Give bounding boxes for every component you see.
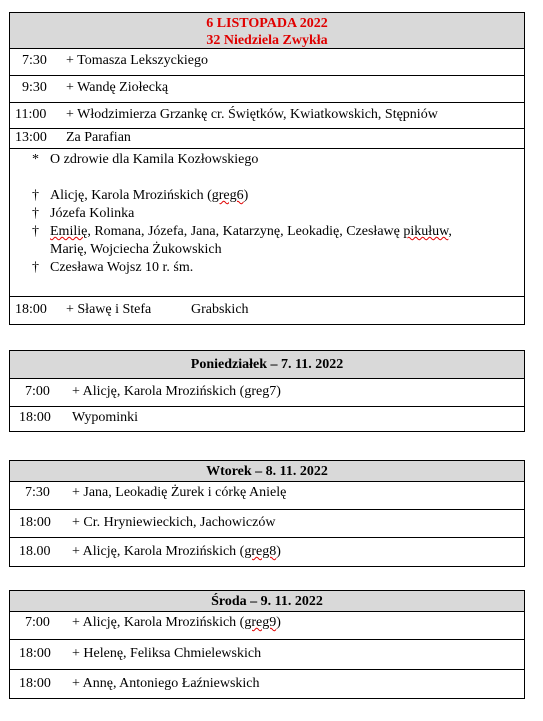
mass-time: 18:00 xyxy=(15,302,47,317)
sunday-header xyxy=(10,13,524,49)
mass-time: 7:00 xyxy=(25,384,50,399)
dagger-icon: † xyxy=(32,260,39,275)
table-row xyxy=(10,482,524,510)
dagger-icon: † xyxy=(32,206,39,221)
sunday-date-title: 6 LISTOPADA 2022 xyxy=(206,16,328,31)
table-row xyxy=(10,640,524,670)
mass-time: 13:00 xyxy=(15,130,47,145)
mass-intention: + Sławę i Stefa xyxy=(66,302,152,317)
mass-intention: + Alicję, Karola Mrozińskich (greg8) xyxy=(72,544,281,559)
table-row xyxy=(10,297,524,324)
mass-time: 18.00 xyxy=(19,544,51,559)
intention-text: Alicję, Karola Mrozińskich (greg6) xyxy=(50,188,249,203)
table-row xyxy=(10,103,524,129)
sunday-schedule xyxy=(9,12,525,325)
tuesday-schedule xyxy=(9,460,525,567)
table-row xyxy=(10,510,524,538)
mass-intention: Wypominki xyxy=(72,410,139,425)
mass-time: 7:30 xyxy=(22,53,47,68)
mass-time: 11:00 xyxy=(15,107,47,122)
wednesday-schedule xyxy=(9,590,525,699)
mass-time: 18:00 xyxy=(19,646,51,661)
mass-time: 18:00 xyxy=(19,676,51,691)
mass-time: 9:30 xyxy=(22,80,47,95)
list-item xyxy=(10,260,524,278)
dagger-icon: † xyxy=(32,224,39,239)
list-item-continuation xyxy=(10,242,524,260)
table-row xyxy=(10,670,524,699)
intention-text: Czesława Wojsz 10 r. śm. xyxy=(50,260,194,275)
table-row xyxy=(10,76,524,103)
mass-intention: + Wandę Ziołecką xyxy=(66,80,169,95)
table-row xyxy=(10,129,524,149)
mass-intention: + Cr. Hryniewieckich, Jachowiczów xyxy=(72,515,276,530)
table-row xyxy=(10,49,524,76)
intention-text: Józefa Kolinka xyxy=(50,206,135,221)
asterisk-icon: * xyxy=(32,152,39,167)
intention-text: Emilię, Romana, Józefa, Jana, Katarzynę, Leokadię, Czesławę pikułuw, xyxy=(50,224,452,239)
intention-text: Marię, Wojciecha Żukowskich xyxy=(50,242,222,257)
intention-text: O zdrowie dla Kamila Kozłowskiego xyxy=(50,152,259,167)
sunday-liturgical-title: 32 Niedziela Zwykła xyxy=(206,33,328,48)
list-item xyxy=(10,152,524,170)
list-item xyxy=(10,206,524,224)
list-item xyxy=(10,188,524,206)
mass-intention: + Włodzimierza Grzankę cr. Świętków, Kwiatkowskich, Stępniów xyxy=(66,107,438,122)
dagger-icon: † xyxy=(32,188,39,203)
mass-intention: Za Parafian xyxy=(66,130,131,145)
mass-intention: + Helenę, Feliksa Chmielewskich xyxy=(72,646,262,661)
intentions-list xyxy=(10,149,524,297)
mass-intention: + Jana, Leokadię Żurek i córkę Anielę xyxy=(72,485,287,500)
mass-time: 7:00 xyxy=(25,615,50,630)
wednesday-header: Środa – 9. 11. 2022 xyxy=(10,591,524,612)
mass-time: 7:30 xyxy=(25,485,50,500)
mass-intention: + Tomasza Lekszyckiego xyxy=(66,53,208,68)
table-row xyxy=(10,538,524,567)
table-row xyxy=(10,407,524,432)
table-row xyxy=(10,612,524,640)
mass-intention: + Annę, Antoniego Łaźniewskich xyxy=(72,676,260,691)
mass-time: 18:00 xyxy=(19,515,51,530)
table-row xyxy=(10,379,524,407)
mass-intention-surname: Grabskich xyxy=(191,302,249,317)
monday-header: Poniedziałek – 7. 11. 2022 xyxy=(10,351,524,379)
mass-time: 18:00 xyxy=(19,410,51,425)
mass-intention: + Alicję, Karola Mrozińskich (greg9) xyxy=(72,615,281,630)
mass-intention: + Alicję, Karola Mrozińskich (greg7) xyxy=(72,384,281,399)
list-item xyxy=(10,224,524,242)
tuesday-header: Wtorek – 8. 11. 2022 xyxy=(10,461,524,482)
monday-schedule xyxy=(9,350,525,432)
